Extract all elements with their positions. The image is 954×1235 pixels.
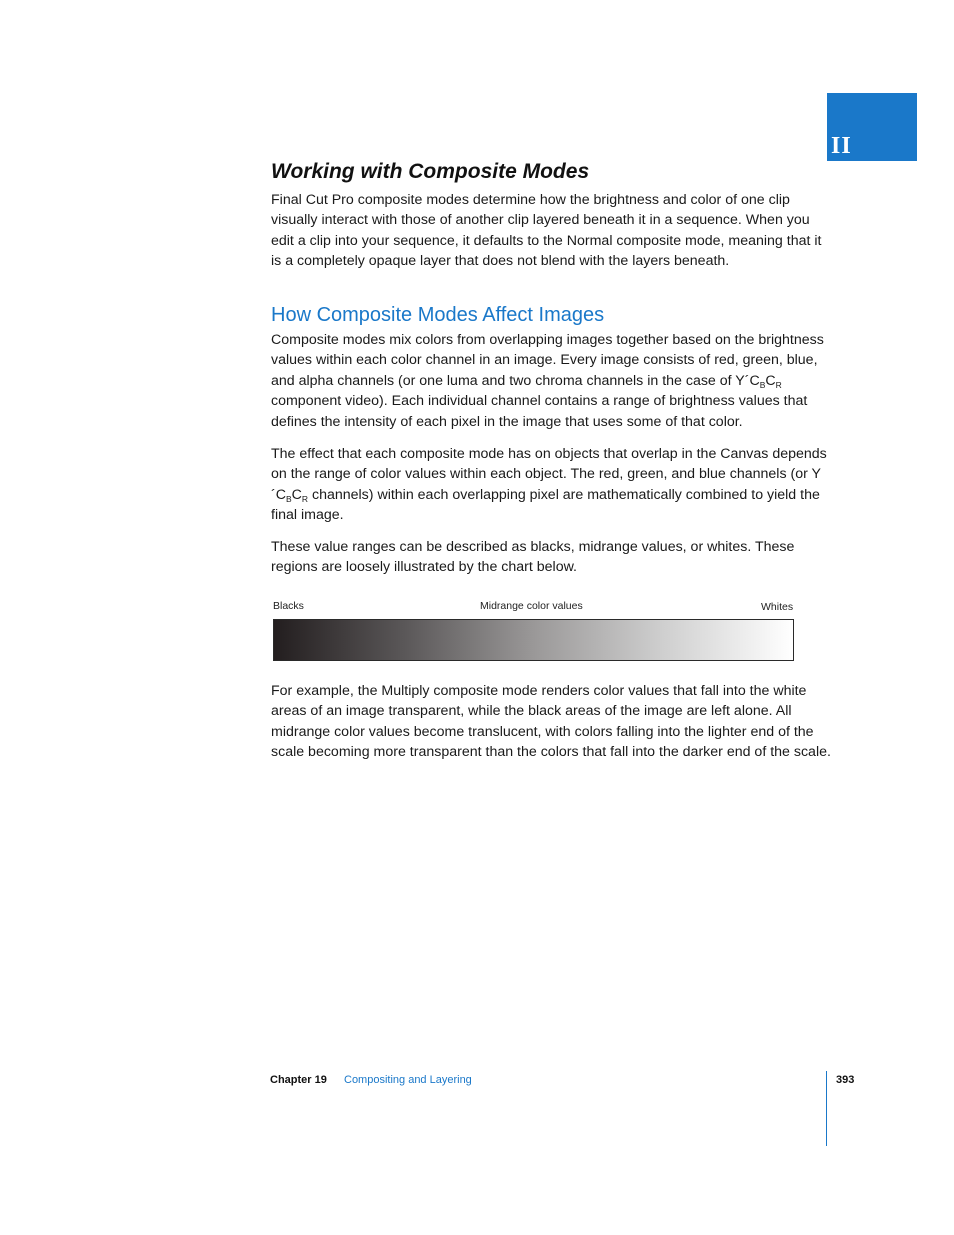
footer-chapter: Chapter 19	[270, 1074, 327, 1086]
paragraph-canvas	[271, 444, 831, 526]
part-tab-label: II	[831, 133, 852, 159]
footer-rule	[826, 1071, 827, 1146]
footer-chapter-title: Compositing and Layering	[344, 1074, 472, 1086]
paragraph-channels-text-d: component video). Each individual channel contains a range of brightness values that defines the intensity of each pixel in the image that uses some of that color.	[271, 393, 808, 430]
paragraph-channels-text-c: C	[765, 372, 776, 389]
subsection-heading: How Composite Modes Affect Images	[271, 304, 605, 326]
paragraph-canvas-text-a: The effect that each composite mode has on objects that overlap in the Canvas depends on the range of color values within each object. The red, green, and blue channels (or Y´C	[271, 446, 827, 503]
paragraph-canvas-text-c: C	[291, 486, 302, 503]
subscript-r: R	[301, 493, 309, 504]
paragraph-channels-text-a: Composite modes mix colors from overlapping images together based on the brightness values within each color channel in an image. Every image consists of red, green, blue, and alpha channels (or one luma and two chroma channels in the case of Y´C	[271, 332, 824, 389]
chart-label-blacks: Blacks	[273, 600, 304, 612]
paragraph-channels	[271, 330, 831, 432]
chart-label-whites: Whites	[761, 601, 794, 613]
paragraph-value-ranges: These value ranges can be described as blacks, midrange values, or whites. These regions are loosely illustrated by the chart below.	[271, 539, 795, 576]
footer-page-number: 393	[836, 1074, 855, 1086]
subscript-b: B	[285, 493, 292, 504]
section-heading: Working with Composite Modes	[271, 160, 590, 183]
paragraph-multiply-example: For example, the Multiply composite mode renders color values that fall into the white areas of an image transparent, while the black areas of the image are left alone. All midrange color values become translucent, with colors falling into the lighter end of the scale becoming more transparent than the colors that fall into the darker end of the scale.	[271, 683, 831, 761]
subscript-b: B	[759, 379, 766, 390]
part-tab	[827, 93, 917, 161]
subscript-r: R	[775, 379, 782, 390]
paragraph-canvas-text-d: channels) within each overlapping pixel are mathematically combined to yield the final image.	[271, 486, 820, 524]
chart-label-midrange: Midrange color values	[480, 600, 583, 612]
gradient-bar	[273, 619, 794, 661]
section-paragraph: Final Cut Pro composite modes determine how the brightness and color of one clip visually interact with those of another clip layered beneath it in a sequence. When you edit a clip into your sequence, it defaults to the Normal composite mode, meaning that it is a completely opaque layer that does not blend with the layers beneath.	[271, 192, 822, 270]
